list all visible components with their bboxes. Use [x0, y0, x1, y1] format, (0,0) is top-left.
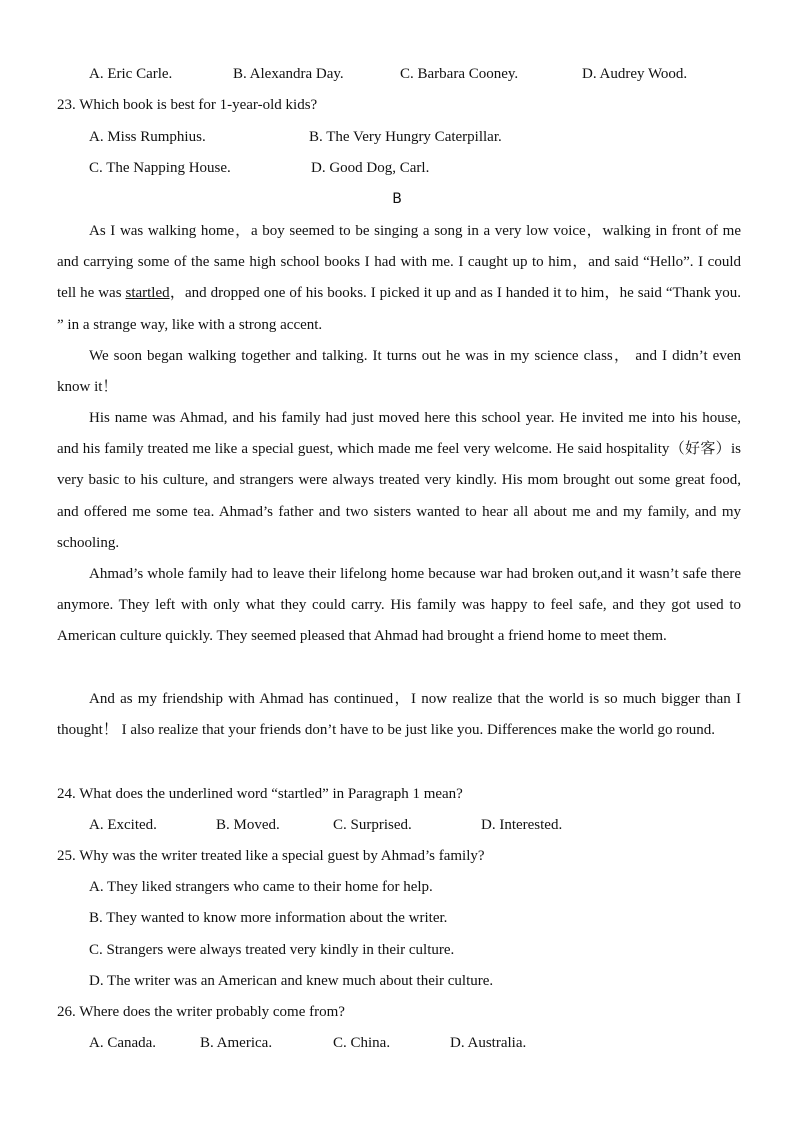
- underlined-word-startled: startled: [125, 285, 170, 302]
- passage-paragraph-4: Ahmad’s whole family had to leave their lifelong home because war had broken out,and it wasn’t safe there anymore. They left with only what they could carry. His family was happy to feel safe, and they got used to American culture quickly. They seemed pleased that Ahmad had brought a friend home to meet them.: [57, 566, 741, 645]
- q25-option-c: C. Strangers were always treated very kindly in their culture.: [89, 942, 455, 958]
- q23-option-c: C. The Napping House.: [89, 160, 231, 176]
- q23-stem: 23. Which book is best for 1-year-old kids?: [57, 97, 318, 113]
- q23-option-a: A. Miss Rumphius.: [89, 129, 206, 145]
- p1-text-before: As I was walking home，a boy seemed to be singing a song in a very low voice，walking in front of me and carrying some of the same high school books I had with me. I caught up to him，and said “Hello”. I could tell he was: [57, 223, 741, 302]
- q26-option-d: D. Australia.: [450, 1035, 527, 1051]
- q24-stem: 24. What does the underlined word “startled” in Paragraph 1 mean?: [57, 786, 463, 802]
- q25-option-b: B. They wanted to know more information about the writer.: [89, 910, 448, 926]
- q25-option-a: A. They liked strangers who came to their home for help.: [89, 879, 433, 895]
- passage-paragraph-3: His name was Ahmad, and his family had just moved here this school year. He invited me into his house, and his family treated me like a special guest, which made me feel very welcome. He said hospitality（好客）is very basic to his culture, and strangers were always treated very kindly. His mom brought out some great food, and offered me some tea. Ahmad’s father and two sisters wanted to hear all about me and my family, and my schooling.: [57, 410, 741, 551]
- p1-text-after: ，and dropped one of his books. I picked it up and as I handed it to him，he said “Thank you. ” in a strange way, like with a strong accent.: [57, 285, 742, 333]
- passage-paragraph-2: We soon began walking together and talking. It turns out he was in my science class， and I didn’t even know it！: [57, 348, 741, 396]
- q24-option-c: C. Surprised.: [333, 817, 412, 833]
- q24-option-b: B. Moved.: [216, 817, 280, 833]
- q23-option-d: D. Good Dog, Carl.: [311, 160, 430, 176]
- q25-option-d: D. The writer was an American and knew much about their culture.: [89, 973, 494, 989]
- q24-option-a: A. Excited.: [89, 817, 157, 833]
- passage-paragraph-1: [57, 216, 741, 341]
- q25-stem: 25. Why was the writer treated like a special guest by Ahmad’s family?: [57, 848, 485, 864]
- q26-option-c: C. China.: [333, 1035, 391, 1051]
- passage-paragraph-5: And as my friendship with Ahmad has continued，I now realize that the world is so much bigger than I thought！ I also realize that your friends don’t have to be just like you. Differences make the world go round.: [57, 691, 741, 739]
- q26-option-b: B. America.: [200, 1035, 273, 1051]
- q26-stem: 26. Where does the writer probably come from?: [57, 1004, 345, 1020]
- q22-option-b: B. Alexandra Day.: [233, 66, 344, 82]
- section-b-title: B: [392, 191, 402, 207]
- q24-option-d: D. Interested.: [481, 817, 563, 833]
- q22-option-d: D. Audrey Wood.: [582, 66, 688, 82]
- q22-option-c: C. Barbara Cooney.: [400, 66, 519, 82]
- q22-option-a: A. Eric Carle.: [89, 66, 173, 82]
- q23-option-b: B. The Very Hungry Caterpillar.: [309, 129, 502, 145]
- q26-option-a: A. Canada.: [89, 1035, 157, 1051]
